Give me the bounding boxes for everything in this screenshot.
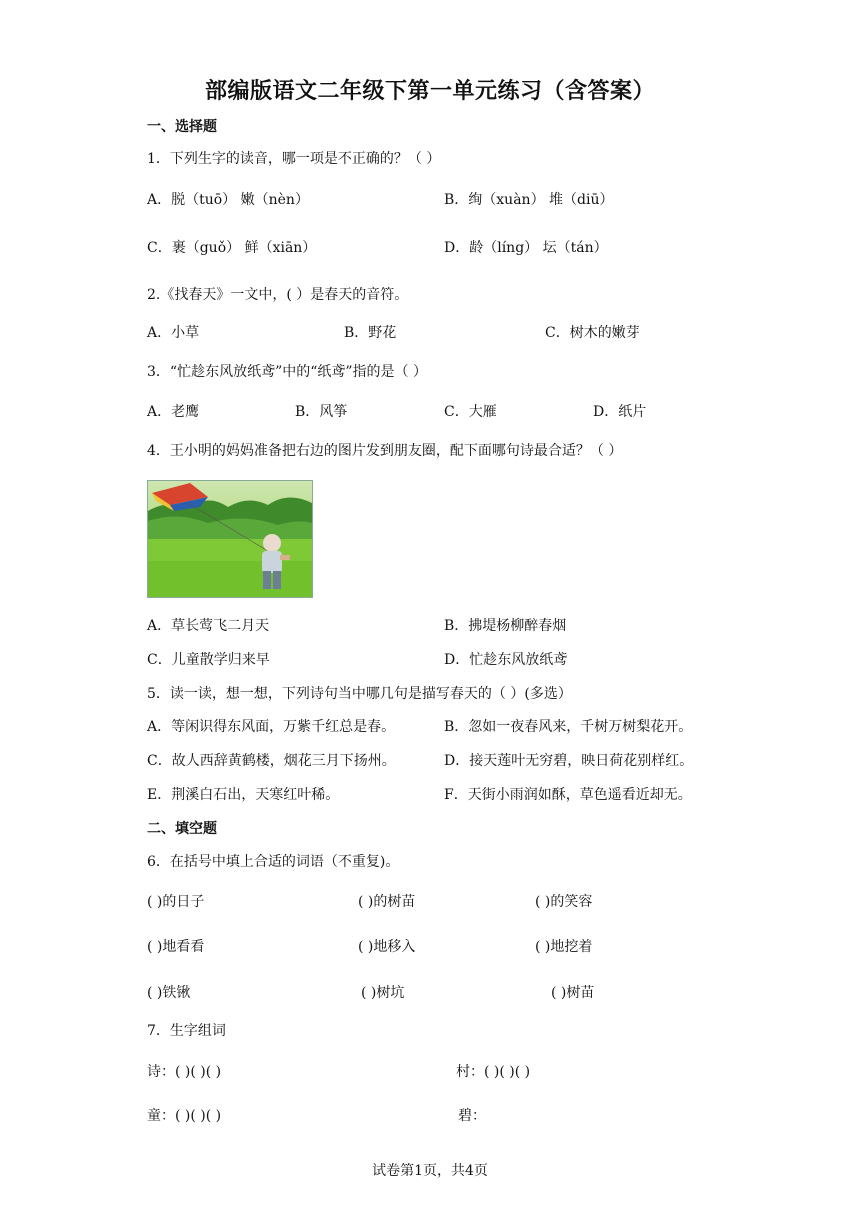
kite-photo-illustration xyxy=(148,481,312,597)
question-3: 3．“忙趁东风放纸鸢”中的“纸鸢”指的是（ ） xyxy=(147,364,427,380)
q7-row2-jade: 碧： xyxy=(458,1108,486,1124)
q7-row1-poem: 诗：( )( )( ) xyxy=(147,1064,222,1080)
q1-option-b: B．绚（xuàn） 堆（diū） xyxy=(444,192,614,208)
q4-option-a: A．草长莺飞二月天 xyxy=(147,618,270,634)
section-heading-choice: 一、选择题 xyxy=(147,119,217,135)
page-footer: 试卷第1页，共4页 xyxy=(372,1163,488,1179)
q2-option-a: A．小草 xyxy=(147,325,200,341)
q3-option-a: A．老鹰 xyxy=(147,404,200,420)
q5-option-b: B．忽如一夜春风来，千树万树梨花开。 xyxy=(444,719,693,735)
question-5: 5．读一读，想一想，下列诗句当中哪几句是描写春天的（ ）(多选） xyxy=(147,686,572,702)
q6-blank-r2c3: ( )地挖着 xyxy=(535,939,593,955)
page-title: 部编版语文二年级下第一单元练习（含答案） xyxy=(204,79,655,104)
question-1: 1．下列生字的读音，哪一项是不正确的？（ ） xyxy=(147,151,441,167)
question-2: 2.《找春天》一文中，( ）是春天的音符。 xyxy=(147,287,409,303)
q6-blank-r2c1: ( )地看看 xyxy=(147,939,205,955)
q6-blank-r3c1: ( )铁锹 xyxy=(147,985,191,1001)
q6-blank-r3c3: ( )树苗 xyxy=(551,985,595,1001)
q3-option-d: D．纸片 xyxy=(593,404,647,420)
q5-option-e: E．荆溪白石出，天寒红叶稀。 xyxy=(147,787,340,803)
question-4: 4．王小明的妈妈准备把右边的图片发到朋友圈，配下面哪句诗最合适？（ ） xyxy=(147,443,623,459)
q5-option-a: A．等闲识得东风面，万紫千红总是春。 xyxy=(147,719,396,735)
q4-option-d: D．忙趁东风放纸鸢 xyxy=(444,652,568,668)
q6-blank-r2c2: ( )地移入 xyxy=(358,939,416,955)
q5-option-c: C．故人西辞黄鹤楼，烟花三月下扬州。 xyxy=(147,753,396,769)
q1-option-c: C．裹（guǒ） 鲜（xiān） xyxy=(147,240,317,256)
q5-option-d: D．接天莲叶无穷碧，映日荷花别样红。 xyxy=(444,753,694,769)
q4-option-c: C．儿童散学归来早 xyxy=(147,652,270,668)
q3-option-b: B．风筝 xyxy=(295,404,348,420)
q2-option-b: B．野花 xyxy=(344,325,397,341)
q7-row1-village: 村：( )( )( ) xyxy=(456,1064,531,1080)
q6-blank-r1c1: ( )的日子 xyxy=(147,894,205,910)
q6-blank-r1c3: ( )的笑容 xyxy=(535,894,593,910)
q1-option-a: A．脱（tuō） 嫩（nèn） xyxy=(147,192,309,208)
question-6: 6．在括号中填上合适的词语（不重复)。 xyxy=(147,854,400,870)
section-heading-fill: 二、填空题 xyxy=(147,821,217,837)
question-7: 7．生字组词 xyxy=(147,1023,226,1039)
q3-option-c: C．大雁 xyxy=(444,404,497,420)
q4-option-b: B．拂堤杨柳醉春烟 xyxy=(444,618,567,634)
q5-option-f: F．天街小雨润如酥，草色遥看近却无。 xyxy=(444,787,692,803)
q1-option-d: D．龄（líng） 坛（tán） xyxy=(444,240,608,256)
q7-row2-child: 童：( )( )( ) xyxy=(147,1108,222,1124)
q6-blank-r3c2: ( )树坑 xyxy=(361,985,405,1001)
q2-option-c: C．树木的嫩芽 xyxy=(545,325,640,341)
q6-blank-r1c2: ( )的树苗 xyxy=(358,894,416,910)
kite-child-photo xyxy=(147,480,313,598)
